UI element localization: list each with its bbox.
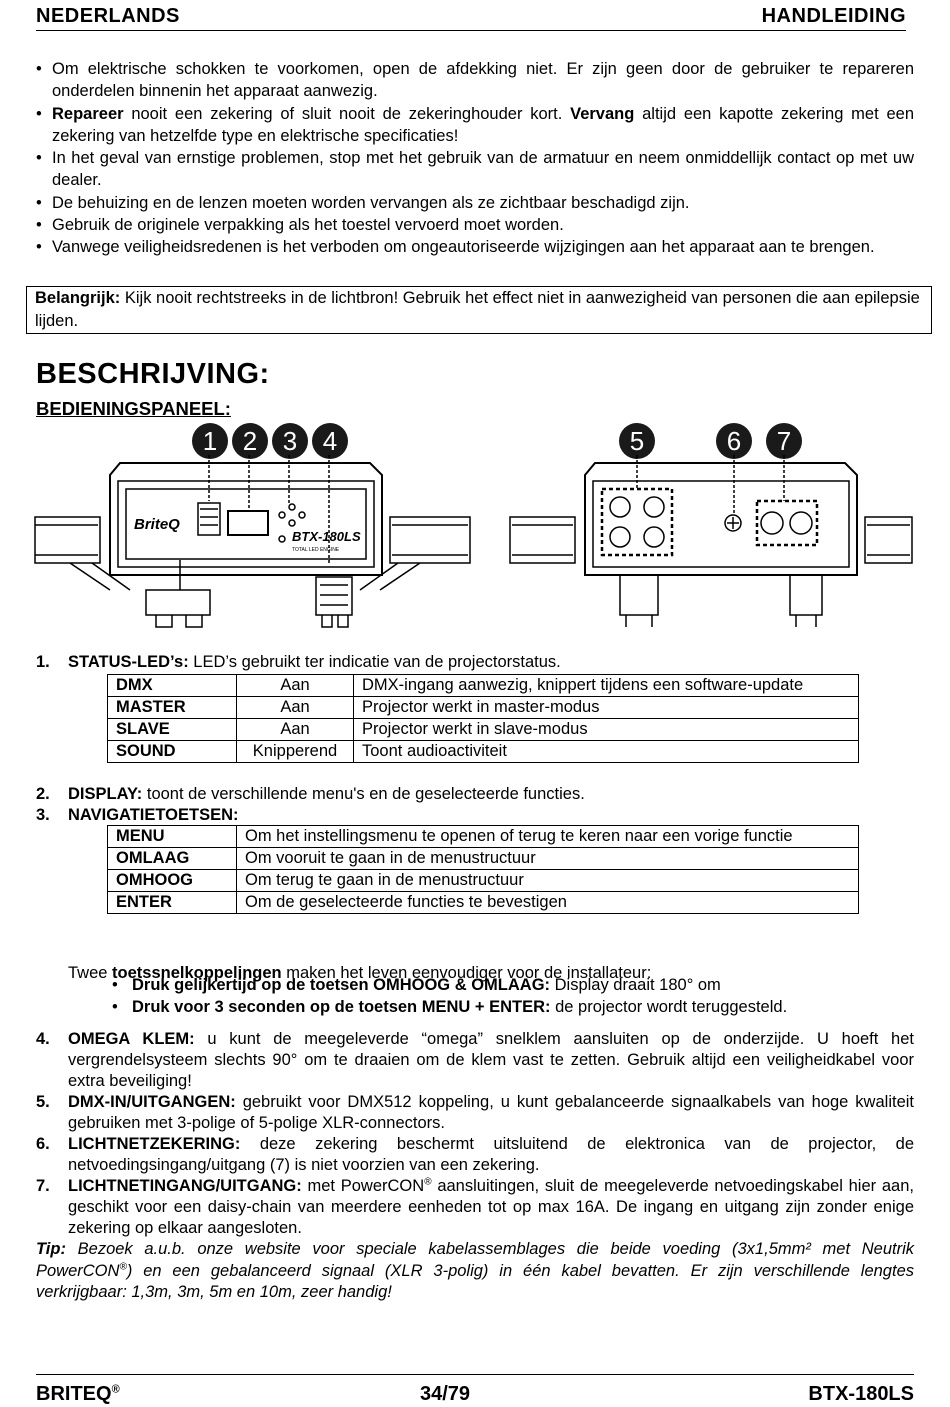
table-row: MASTER Aan Projector werkt in master-modus — [108, 697, 859, 719]
navigation-keys-table — [107, 825, 859, 914]
control-panel-illustration — [30, 455, 920, 635]
callout-1: 1 — [192, 423, 228, 459]
item-omega-clamp: 4. OMEGA KLEM: u kunt de meegeleverde “omega” snelklem aansluiten op de onderzijde. U hoeft het vergrendelsysteem slechts 90° om te draaien om de klem vast te zetten. Gebruik altijd een veiligheidkabel voor extra beveiliging! — [36, 1030, 914, 1090]
list-item: • Druk gelijkertijd op de toetsen OMHOOG & OMLAAG: Display draait 180° om — [112, 974, 872, 996]
panel-brand-label: BriteQ — [134, 516, 180, 533]
section-title: BESCHRIJVING: — [36, 358, 270, 390]
list-item: • Druk voor 3 seconden op de toetsen MENU + ENTER: de projector wordt teruggesteld. — [112, 996, 872, 1018]
safety-list — [36, 58, 914, 259]
footer-brand: BRITEQ® — [36, 1383, 120, 1405]
table-row: SOUND Knipperend Toont audioactiviteit — [108, 741, 859, 763]
status-led-table — [107, 674, 859, 763]
table-row: DMX Aan DMX-ingang aanwezig, knippert tijdens een software-update — [108, 675, 859, 697]
item-mains-fuse: 6. LICHTNETZEKERING: deze zekering beschermt uitsluitend de elektronica van de projector, de netvoedingsingang/uitgang (7) is niet voorzien van een zekering. — [36, 1135, 914, 1174]
table-row: OMHOOG Om terug te gaan in de menustructuur — [108, 870, 859, 892]
footer-model: BTX-180LS — [808, 1383, 914, 1405]
safety-item: • Gebruik de originele verpakking als het toestel vervoerd moet worden. — [36, 214, 914, 236]
page-number: 34/79 — [420, 1383, 471, 1405]
page-header — [36, 2, 906, 31]
safety-item: • Vanwege veiligheidsredenen is het verboden om ongeautoriseerde wijzigingen aan het apparaat aan te brengen. — [36, 236, 914, 258]
item-dmx-io: 5. DMX-IN/UITGANGEN: gebruikt voor DMX512 koppeling, u kunt gebalanceerde signaalkabels van hoge kwaliteit gebruiken met 3-polige of 5-polige XLR-connectors. — [36, 1093, 914, 1132]
table-row: OMLAAG Om vooruit te gaan in de menustructuur — [108, 848, 859, 870]
header-manual: HANDLEIDING — [761, 5, 906, 27]
panel-model-sub-label: TOTAL LED ENGINE — [292, 547, 340, 553]
callout-4: 4 — [312, 423, 348, 459]
callout-6: 6 — [716, 423, 752, 459]
subsection-title: BEDIENINGSPANEEL: — [36, 398, 231, 419]
safety-item: • Om elektrische schokken te voorkomen, open de afdekking niet. Er zijn geen door de gebruiker te repareren onderdelen binnenin het apparaat aanwezig. — [36, 58, 914, 103]
shortcut-list — [112, 974, 872, 1018]
tip-paragraph: Tip: Bezoek a.u.b. onze website voor speciale kabelassemblages die beide voeding (3x1,5mm² met Neutrik PowerCON®) en een gebalanceerd signaal (XLR 3-polig) in één kabel bevatten. Er zijn verschillende lengtes verkrijgbaar: 1,3m, 3m, 5m en 10m, zeer handig! — [36, 1240, 914, 1301]
callout-2: 2 — [232, 423, 268, 459]
safety-item: • In het geval van ernstige problemen, stop met het gebruik van de armatuur en neem onmiddellijk contact op met uw dealer. — [36, 147, 914, 192]
important-note: Belangrijk: Kijk nooit rechtstreeks in de lichtbron! Gebruik het effect niet in aanwezigheid van personen die aan epilepsie lijden. — [26, 286, 932, 334]
callout-5: 5 — [619, 423, 655, 459]
safety-item: • De behuizing en de lenzen moeten worden vervangen als ze zichtbaar beschadigd zijn. — [36, 192, 914, 214]
table-row: SLAVE Aan Projector werkt in slave-modus — [108, 719, 859, 741]
callout-7: 7 — [766, 423, 802, 459]
page-footer — [36, 1374, 914, 1407]
shortcuts-intro: Twee toetssnelkoppelingen maken het leven eenvoudiger voor de installateur: — [68, 964, 652, 982]
callout-3: 3 — [272, 423, 308, 459]
safety-item: • Repareer nooit een zekering of sluit nooit de zekeringhouder kort. Vervang altijd een kapotte zekering met een zekering van hetzelfde type en elektrische specificaties! — [36, 103, 914, 148]
table-row: MENU Om het instellingsmenu te openen of terug te keren naar een vorige functie — [108, 826, 859, 848]
table-row: ENTER Om de geselecteerde functies te bevestigen — [108, 892, 859, 914]
panel-model-label: BTX-180LS — [292, 529, 361, 544]
item-mains-io: 7. LICHTNETINGANG/UITGANG: met PowerCON® aansluitingen, sluit de meegeleverde netvoedingskabel hier aan, geschikt voor een daisy-chain van meerdere eenheden tot op max 16A. De ingang en uitgang zijn zonder enige zekering op elkaar aangesloten. — [36, 1176, 914, 1237]
header-language: NEDERLANDS — [36, 5, 180, 27]
